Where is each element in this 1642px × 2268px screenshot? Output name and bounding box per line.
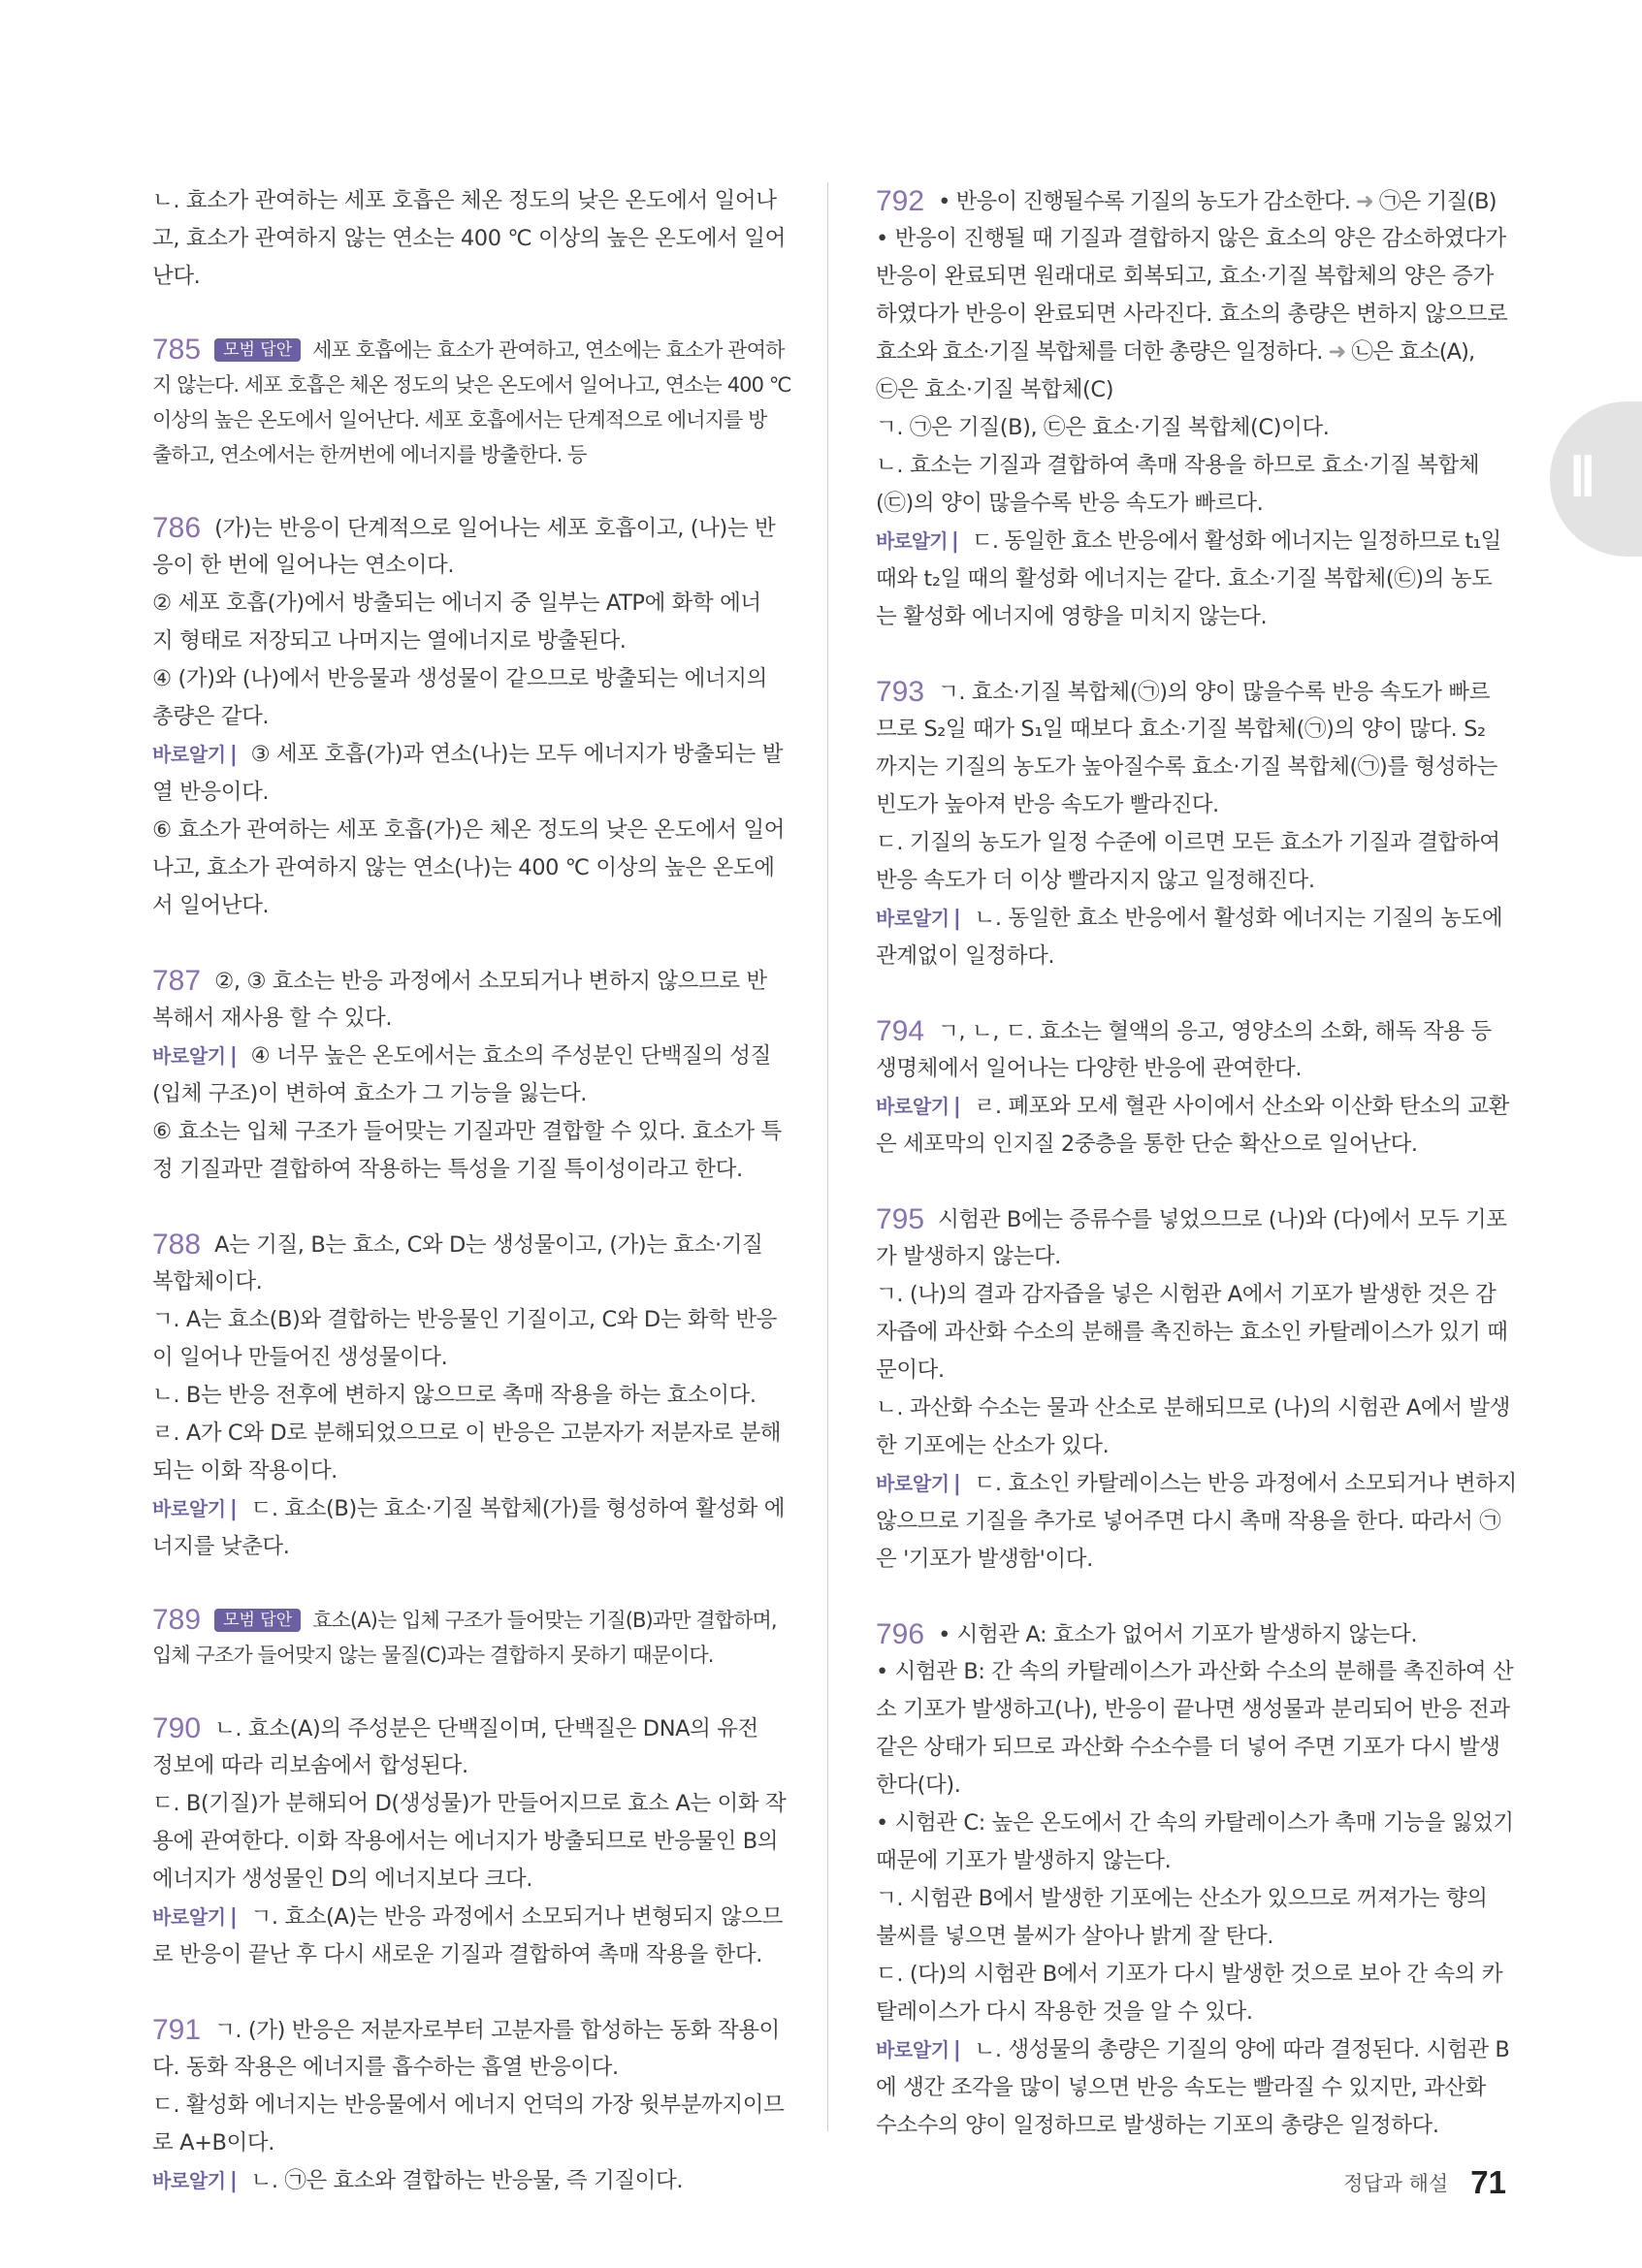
text: ㄱ. 효소·기질 복합체(㉠)의 양이 많을수록 반응 속도가 빠르 xyxy=(938,680,1491,705)
text-line: 문이다. xyxy=(876,1358,945,1383)
label-bar: | xyxy=(952,1471,961,1496)
question-number: 793 xyxy=(876,676,925,708)
text-line: 같은 상태가 되므로 과산화 수소수를 더 넣어 주면 기포가 다시 발생 xyxy=(876,1735,1500,1760)
correction-label: 바로알기 xyxy=(876,1095,950,1118)
answer-790 xyxy=(152,1709,787,1974)
text-line: 정보에 따라 리보솜에서 합성된다. xyxy=(152,1753,468,1778)
correction-label: 바로알기 xyxy=(876,2038,950,2061)
text: ㄴ. 효소(A)의 주성분은 단백질이며, 단백질은 DNA의 유전 xyxy=(214,1716,758,1741)
text-line: 소 기포가 발생하고(나), 반응이 끝나면 생성물과 분리되어 반응 전과 xyxy=(876,1697,1510,1722)
text: ㄷ. 효소인 카탈레이스는 반응 과정에서 소모되거나 변하지 xyxy=(974,1471,1517,1496)
text-line: ㄱ. 시험관 B에서 발생한 기포에는 산소가 있으므로 꺼져가는 향의 xyxy=(876,1886,1488,1911)
text-line: 입체 구조가 들어맞지 않는 물질(C)과는 결합하지 못하기 때문이다. xyxy=(152,1644,714,1667)
text: ㄷ. 효소(B)는 효소·기질 복합체(가)를 형성하여 활성화 에 xyxy=(250,1496,786,1521)
text-line: 되는 이화 작용이다. xyxy=(152,1458,338,1484)
chapter-numeral: Ⅱ xyxy=(1569,448,1596,508)
text-line: ㉢은 효소·기질 복합체(C) xyxy=(876,377,1114,402)
text-line: ㄴ. 효소는 기질과 결합하여 촉매 작용을 하므로 효소·기질 복합체 xyxy=(876,453,1480,478)
text-line: 지 않는다. 세포 호흡은 체온 정도의 낮은 온도에서 일어나고, 연소는 400 ℃ xyxy=(152,373,791,397)
text-line: ㄷ. 활성화 에너지는 반응물에서 에너지 언덕의 가장 윗부분까지이므 xyxy=(152,2092,785,2118)
text-line: ㄴ. 과산화 수소는 물과 산소로 분해되므로 (나)의 시험관 A에서 발생 xyxy=(876,1395,1510,1421)
text-line: 에너지가 생성물인 D의 에너지보다 크다. xyxy=(152,1867,533,1892)
answer-788 xyxy=(152,1226,786,1566)
spacer xyxy=(876,975,1506,1012)
label-bar: | xyxy=(229,1043,238,1069)
text: (가)는 반응이 단계적으로 일어나는 세포 호흡이고, (나)는 반 xyxy=(214,516,776,541)
text-line: 이 일어나 만들어진 생성물이다. xyxy=(152,1345,448,1370)
text-line: ㄴ. B는 반응 전후에 변하지 않으므로 촉매 작용을 하는 효소이다. xyxy=(152,1383,757,1408)
question-number: 794 xyxy=(876,1015,925,1047)
text-line: ㄷ. 기질의 농도가 일정 수준에 이르면 모든 효소가 기질과 결합하여 xyxy=(876,830,1500,855)
text-line: ② 세포 호흡(가)에서 방출되는 에너지 중 일부는 ATP에 화학 에너 xyxy=(152,591,761,616)
text-line: ④ (가)와 (나)에서 반응물과 생성물이 같으므로 방출되는 에너지의 xyxy=(152,666,767,691)
text-line: ㄴ. 효소가 관여하는 세포 호흡은 체온 정도의 낮은 온도에서 일어나 xyxy=(152,188,777,213)
text-line: 너지를 낮춘다. xyxy=(152,1534,290,1559)
text: ㄴ. 동일한 효소 반응에서 활성화 에너지는 기질의 농도에 xyxy=(974,906,1503,931)
text-line: 므로 S₂일 때가 S₁일 때보다 효소·기질 복합체(㉠)의 양이 많다. S₂ xyxy=(876,717,1486,742)
text-line: 않으므로 기질을 추가로 넣어주면 다시 촉매 작용을 한다. 따라서 ㉠ xyxy=(876,1509,1501,1534)
text: ㄴ. ㉠은 효소와 결합하는 반응물, 즉 기질이다. xyxy=(250,2168,684,2193)
arrow-right-icon: ➜ xyxy=(1355,189,1373,214)
text-line: 복해서 재사용 할 수 있다. xyxy=(152,1006,393,1031)
text-line: 정 기질과만 결합하여 작용하는 특성을 기질 특이성이라고 한다. xyxy=(152,1157,743,1182)
text-line: • 시험관 C: 높은 온도에서 간 속의 카탈레이스가 촉매 기능을 잃었기 xyxy=(876,1810,1514,1836)
text: • 반응이 진행될수록 기질의 농도가 감소한다. xyxy=(938,189,1350,214)
right-column xyxy=(876,182,1517,2145)
text: ㉡은 효소(A), xyxy=(1351,339,1475,365)
question-number: 789 xyxy=(152,1604,202,1636)
text-line: 빈도가 높아져 반응 속도가 빨라진다. xyxy=(876,792,1219,817)
text: ㄷ. 동일한 효소 반응에서 활성화 에너지는 일정하므로 t₁일 xyxy=(972,528,1501,554)
text-line: • 시험관 B: 간 속의 카탈레이스가 과산화 수소의 분해를 촉진하여 산 xyxy=(876,1659,1514,1684)
text-line: ㄱ. ㉠은 기질(B), ㉢은 효소·기질 복합체(C)이다. xyxy=(876,415,1330,440)
text: • 시험관 A: 효소가 없어서 기포가 발생하지 않는다. xyxy=(938,1622,1418,1647)
text: 효소와 효소·기질 복합체를 더한 총량은 일정하다. xyxy=(876,339,1323,365)
spacer xyxy=(876,636,1506,673)
text: ㄱ. (가) 반응은 저분자로부터 고분자를 합성하는 동화 작용이 xyxy=(214,2018,780,2043)
text-line: 복합체이다. xyxy=(152,1269,263,1294)
text-line: 한다(다). xyxy=(876,1773,961,1798)
text-line: 은 세포막의 인지질 2중층을 통한 단순 확산으로 일어난다. xyxy=(876,1132,1418,1157)
text-line: 열 반응이다. xyxy=(152,780,270,805)
text-line: 로 A+B이다. xyxy=(152,2130,274,2156)
label-bar: | xyxy=(950,528,959,554)
answer-789 xyxy=(152,1603,783,1673)
text: ②, ③ 효소는 반응 과정에서 소모되거나 변하지 않으므로 반 xyxy=(214,969,767,994)
text-line: 은 '기포가 발생함'이다. xyxy=(876,1547,1093,1572)
text-line: ㄷ. (다)의 시험관 B에서 기포가 다시 발생한 것으로 보아 간 속의 카 xyxy=(876,1962,1503,1987)
text-line: 다. 동화 작용은 에너지를 흡수하는 흡열 반응이다. xyxy=(152,2055,619,2080)
text: ㄹ. 폐포와 모세 혈관 사이에서 산소와 이산화 탄소의 교환 xyxy=(974,1094,1509,1119)
text: 세포 호흡에는 효소가 관여하고, 연소에는 효소가 관여하 xyxy=(312,338,785,362)
answer-787 xyxy=(152,962,783,1189)
spacer xyxy=(152,1566,783,1603)
text-line: 가 발생하지 않는다. xyxy=(876,1244,1061,1269)
text-line: 수소수의 양이 일정하므로 발생하는 기포의 총량은 일정하다. xyxy=(876,2113,1439,2138)
text-line: ㄷ. B(기질)가 분해되어 D(생성물)가 만들어지므로 효소 A는 이화 작 xyxy=(152,1791,787,1816)
answer-795 xyxy=(876,1200,1517,1579)
text: ㄴ. 생성물의 총량은 기질의 양에 따라 결정된다. 시험관 B xyxy=(974,2037,1510,2062)
text-line: 생명체에서 일어나는 다양한 반응에 관여한다. xyxy=(876,1056,1303,1081)
answer-793 xyxy=(876,673,1506,975)
spacer xyxy=(152,1974,783,2011)
page-number: 71 xyxy=(1470,2164,1506,2200)
column-divider xyxy=(827,182,828,2131)
correction-label: 바로알기 xyxy=(152,2169,226,2192)
answer-791 xyxy=(152,2011,783,2200)
text-line: 는 활성화 에너지에 영향을 미치지 않는다. xyxy=(876,604,1268,629)
footer-label: 정답과 해설 xyxy=(1343,2172,1449,2195)
answer-792 xyxy=(876,182,1506,636)
text: ㄱ, ㄴ, ㄷ. 효소는 혈액의 응고, 영양소의 소화, 해독 작용 등 xyxy=(938,1019,1492,1044)
answer-794 xyxy=(876,1012,1509,1164)
answer-786 xyxy=(152,509,786,925)
question-number: 790 xyxy=(152,1712,202,1744)
correction-label: 바로알기 xyxy=(876,1472,950,1495)
question-number: 786 xyxy=(152,512,202,544)
chapter-side-tab xyxy=(1550,401,1642,557)
question-number: 785 xyxy=(152,334,202,366)
text-line: ⑥ 효소는 입체 구조가 들어맞는 기질과만 결합할 수 있다. 효소가 특 xyxy=(152,1119,782,1144)
text: 시험관 B에는 증류수를 넣었으므로 (나)와 (다)에서 모두 기포 xyxy=(938,1207,1507,1232)
text: ㉠은 기질(B) xyxy=(1378,189,1497,214)
text-line: 출하고, 연소에서는 한꺼번에 에너지를 방출한다. 등 xyxy=(152,443,587,466)
spacer xyxy=(876,1164,1506,1200)
text-line: 용에 관여한다. 이화 작용에서는 에너지가 방출되므로 반응물인 B의 xyxy=(152,1829,779,1854)
text-line: ㄹ. A가 C와 D로 분해되었으므로 이 반응은 고분자가 저분자로 분해 xyxy=(152,1421,782,1446)
spacer xyxy=(152,472,783,509)
text-line: 불씨를 넣으면 불씨가 살아나 밝게 잘 탄다. xyxy=(876,1924,1273,1949)
text-line: 탈레이스가 다시 작용한 것을 알 수 있다. xyxy=(876,1999,1253,2025)
text-line: 한 기포에는 산소가 있다. xyxy=(876,1433,1110,1458)
text: 효소(A)는 입체 구조가 들어맞는 기질(B)과만 결합하며, xyxy=(312,1609,777,1632)
left-column xyxy=(152,182,791,2200)
text-line: 나고, 효소가 관여하지 않는 연소(나)는 400 ℃ 이상의 높은 온도에 xyxy=(152,855,775,880)
spacer xyxy=(152,925,783,962)
correction-label: 바로알기 xyxy=(152,1497,226,1520)
text-line: 응이 한 번에 일어나는 연소이다. xyxy=(152,553,455,578)
spacer xyxy=(152,1189,783,1226)
question-number: 788 xyxy=(152,1229,202,1261)
model-answer-badge: 모범 답안 xyxy=(214,1609,301,1632)
text-line: • 반응이 진행될 때 기질과 결합하지 않은 효소의 양은 감소하였다가 xyxy=(876,226,1506,251)
correction-label: 바로알기 xyxy=(876,529,948,553)
text-line: 반응이 완료되면 원래대로 회복되고, 효소·기질 복합체의 양은 증가 xyxy=(876,264,1494,289)
text-line: 까지는 기질의 농도가 높아질수록 효소·기질 복합체(㉠)를 형성하는 xyxy=(876,754,1497,780)
page-footer xyxy=(1343,2164,1506,2201)
text-line: 총량은 같다. xyxy=(152,704,270,729)
text-line: 로 반응이 끝난 후 다시 새로운 기질과 결합하여 촉매 작용을 한다. xyxy=(152,1942,762,1967)
text-line: 서 일어난다. xyxy=(152,893,270,918)
spacer xyxy=(152,1673,783,1709)
text-line: 난다. xyxy=(152,264,201,289)
text-line: ⑥ 효소가 관여하는 세포 호흡(가)은 체온 정도의 낮은 온도에서 일어 xyxy=(152,817,786,843)
label-bar: | xyxy=(229,1496,238,1521)
text-line: 지 형태로 저장되고 나머지는 열에너지로 방출된다. xyxy=(152,628,627,654)
text-line: 때문에 기포가 발생하지 않는다. xyxy=(876,1848,1172,1873)
question-number: 792 xyxy=(876,185,925,217)
question-number: 787 xyxy=(152,965,202,997)
text: ㄱ. 효소(A)는 반응 과정에서 소모되거나 변형되지 않으므 xyxy=(250,1904,783,1930)
answer-796 xyxy=(876,1615,1514,2145)
text-line: 때와 t₂일 때의 활성화 에너지는 같다. 효소·기질 복합체(㉢)의 농도 xyxy=(876,566,1493,591)
text-line: 관계없이 일정하다. xyxy=(876,943,1055,969)
text: A는 기질, B는 효소, C와 D는 생성물이고, (가)는 효소·기질 xyxy=(214,1232,763,1258)
text-line: ㄱ. A는 효소(B)와 결합하는 반응물인 기질이고, C와 D는 화학 반응 xyxy=(152,1307,777,1332)
model-answer-badge: 모범 답안 xyxy=(214,338,301,362)
spacer xyxy=(876,1579,1506,1615)
spacer xyxy=(152,296,783,333)
text: ③ 세포 호흡(가)과 연소(나)는 모두 에너지가 방출되는 발 xyxy=(250,742,784,767)
label-bar: | xyxy=(952,906,961,931)
label-bar: | xyxy=(229,2168,238,2193)
correction-label: 바로알기 xyxy=(876,907,950,930)
text: ④ 너무 높은 온도에서는 효소의 주성분인 단백질의 성질 xyxy=(250,1043,771,1069)
question-number: 796 xyxy=(876,1618,925,1650)
label-bar: | xyxy=(229,1904,238,1930)
text-line: 반응 속도가 더 이상 빨라지지 않고 일정해진다. xyxy=(876,868,1315,893)
label-bar: | xyxy=(952,2037,961,2062)
correction-label: 바로알기 xyxy=(152,1905,226,1929)
text-line: 고, 효소가 관여하지 않는 연소는 400 ℃ 이상의 높은 온도에서 일어 xyxy=(152,226,786,251)
question-number: 791 xyxy=(152,2014,202,2046)
answer-785 xyxy=(152,333,791,472)
text-line: 에 생간 조각을 많이 넣으면 반응 속도는 빨라질 수 있지만, 과산화 xyxy=(876,2075,1486,2100)
text-line: (입체 구조)이 변하여 효소가 그 기능을 잃는다. xyxy=(152,1081,588,1106)
text-line: ㄱ. (나)의 결과 감자즙을 넣은 시험관 A에서 기포가 발생한 것은 감 xyxy=(876,1282,1497,1307)
text-line: (㉢)의 양이 많을수록 반응 속도가 빠르다. xyxy=(876,491,1264,516)
label-bar: | xyxy=(229,742,238,767)
arrow-right-icon: ➜ xyxy=(1328,339,1346,365)
correction-label: 바로알기 xyxy=(152,1044,226,1068)
correction-label: 바로알기 xyxy=(152,743,226,766)
label-bar: | xyxy=(952,1094,961,1119)
text-line: 이상의 높은 온도에서 일어난다. 세포 호흡에서는 단계적으로 에너지를 방 xyxy=(152,408,767,431)
text-line: 하였다가 반응이 완료되면 사라진다. 효소의 총량은 변하지 않으므로 xyxy=(876,302,1508,327)
text-line: 자즙에 과산화 수소의 분해를 촉진하는 효소인 카탈레이스가 있기 때 xyxy=(876,1320,1508,1345)
question-number: 795 xyxy=(876,1203,925,1235)
